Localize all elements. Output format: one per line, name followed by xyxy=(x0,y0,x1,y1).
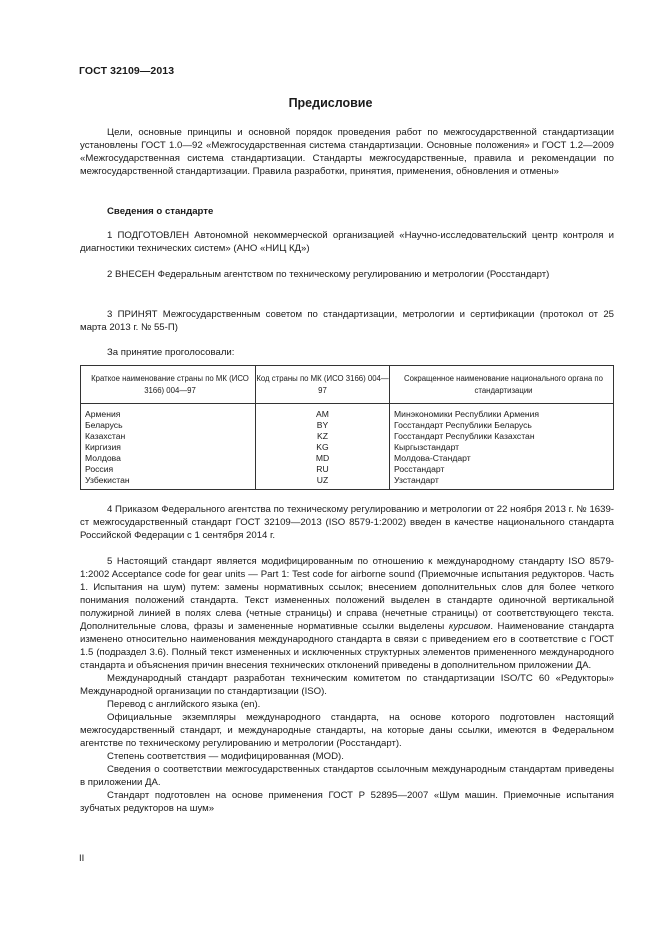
table-cell-body: Госстандарт Республики Казахстан xyxy=(390,431,614,442)
vote-table-header-code: Код страны по МК (ИСО 3166) 004—97 xyxy=(256,366,390,404)
table-row xyxy=(81,404,614,421)
item-5-text-a: 5 Настоящий стандарт является модифицированным по отношению к международному стандарту ISO 8579-1:2002 Acceptance code for gear units — Part 1: Test code for airborne sound (Приемочные испытания редукторов. Часть 1. Испытания на шум) путем: замены нормативных ссылок; внесением дополнительных слов для более четкого понимания положений стандарта. Текст измененных положений выделен в стандарте одиночной вертикальной полужирной линией в полях слева (четные страницы) и справа (нечетные страницы) от соответствующего текста. Дополнительные слова, фразы и замененные нормативные ссылки выделены xyxy=(80,556,614,632)
table-cell-country: Россия xyxy=(81,464,256,475)
intro-paragraph: Цели, основные принципы и основной порядок проведения работ по межгосударственной стандартизации установлены ГОСТ 1.0—92 «Межгосударственная система стандартизации. Основные положения» и ГОСТ 1.2—2009 «Межгосударственная система стандартизации. Стандарты межгосударственные, правила и рекомендации по межгосударственной стандартизации. Правила разработки, принятия, применения, обновления и отмены» xyxy=(80,127,614,177)
item-5-text-b: . Наименование стандарта изменено относительно наименования международного стандарта в связи с приведением его в соответствие с ГОСТ 1.5 (подраздел 3.6). Полный текст измененных и исключенных структурных элементов примененного международного стандарта и объяснения причин внесения технических отклонений приведены в дополнительном приложении ДА. xyxy=(80,621,615,671)
table-cell-code: AM xyxy=(256,404,390,421)
table-row xyxy=(81,464,614,475)
item-1-paragraph: 1 ПОДГОТОВЛЕН Автономной некоммерческой организацией «Научно-исследовательский центр контроля и диагностики технических систем» (АНО «НИЦ КД») xyxy=(80,230,614,254)
vote-table xyxy=(80,365,614,490)
table-row xyxy=(81,453,614,464)
item-4-paragraph: 4 Приказом Федерального агентства по техническому регулированию и метрологии от 22 ноября 2013 г. № 1639-ст межгосударственный стандарт ГОСТ 32109—2013 (ISO 8579-1:2002) введен в качестве национального стандарта Российской Федерации с 1 сентября 2014 г. xyxy=(80,504,614,541)
table-cell-code: KZ xyxy=(256,431,390,442)
translation-paragraph: Перевод с английского языка (en). xyxy=(107,699,261,710)
table-cell-country: Армения xyxy=(81,404,256,421)
degree-paragraph: Степень соответствия — модифицированная (MOD). xyxy=(107,751,344,762)
table-cell-country: Беларусь xyxy=(81,420,256,431)
table-cell-country: Узбекистан xyxy=(81,475,256,490)
voted-label: За принятие проголосовали: xyxy=(107,347,235,358)
table-cell-code: RU xyxy=(256,464,390,475)
developed-paragraph: Международный стандарт разработан техническим комитетом по стандартизации ISO/TC 60 «Редукторы» Международной организации по стандартизации (ISO). xyxy=(80,673,614,697)
vote-table-header-country: Краткое наименование страны по МК (ИСО 3166) 004—97 xyxy=(81,366,256,404)
table-cell-body: Узстандарт xyxy=(390,475,614,490)
based-on-paragraph: Стандарт подготовлен на основе применения ГОСТ Р 52895—2007 «Шум машин. Приемочные испытания зубчатых редукторов на шум» xyxy=(80,790,614,814)
table-row xyxy=(81,431,614,442)
table-cell-code: UZ xyxy=(256,475,390,490)
item-5-italic-word: курсивом xyxy=(448,621,491,632)
table-cell-body: Минэкономики Республики Армения xyxy=(390,404,614,421)
table-row xyxy=(81,475,614,490)
table-cell-code: BY xyxy=(256,420,390,431)
table-row xyxy=(81,442,614,453)
document-header: ГОСТ 32109—2013 xyxy=(79,65,175,77)
table-cell-body: Госстандарт Республики Беларусь xyxy=(390,420,614,431)
item-5-block xyxy=(80,555,614,815)
table-cell-code: MD xyxy=(256,453,390,464)
item-5-paragraph xyxy=(80,555,614,672)
official-copies-paragraph: Официальные экземпляры международного стандарта, на основе которого подготовлен настоящий межгосударственный стандарт, и международные стандарты, на которые даны ссылки, имеются в Федеральном агентстве по техническому регулированию и метрологии (Росстандарт). xyxy=(80,712,614,749)
table-row xyxy=(81,420,614,431)
table-cell-country: Молдова xyxy=(81,453,256,464)
table-cell-code: KG xyxy=(256,442,390,453)
item-2-paragraph: 2 ВНЕСЕН Федеральным агентством по техническому регулированию и метрологии (Росстандарт) xyxy=(107,269,550,280)
refs-paragraph: Сведения о соответствии межгосударственных стандартов ссылочным международным стандартам приведены в приложении ДА. xyxy=(80,764,614,788)
vote-table-header xyxy=(81,366,614,404)
table-cell-body: Росстандарт xyxy=(390,464,614,475)
section-title: Сведения о стандарте xyxy=(107,206,214,217)
table-cell-body: Кыргызстандарт xyxy=(390,442,614,453)
page-title: Предисловие xyxy=(288,96,373,110)
table-cell-country: Казахстан xyxy=(81,431,256,442)
page-number: II xyxy=(79,853,85,864)
table-cell-body: Молдова-Стандарт xyxy=(390,453,614,464)
vote-table-header-body: Сокращенное наименование национального органа по стандартизации xyxy=(390,366,614,404)
table-cell-country: Киргизия xyxy=(81,442,256,453)
item-3-paragraph: 3 ПРИНЯТ Межгосударственным советом по стандартизации, метрологии и сертификации (протокол от 25 марта 2013 г. № 55-П) xyxy=(80,309,614,333)
